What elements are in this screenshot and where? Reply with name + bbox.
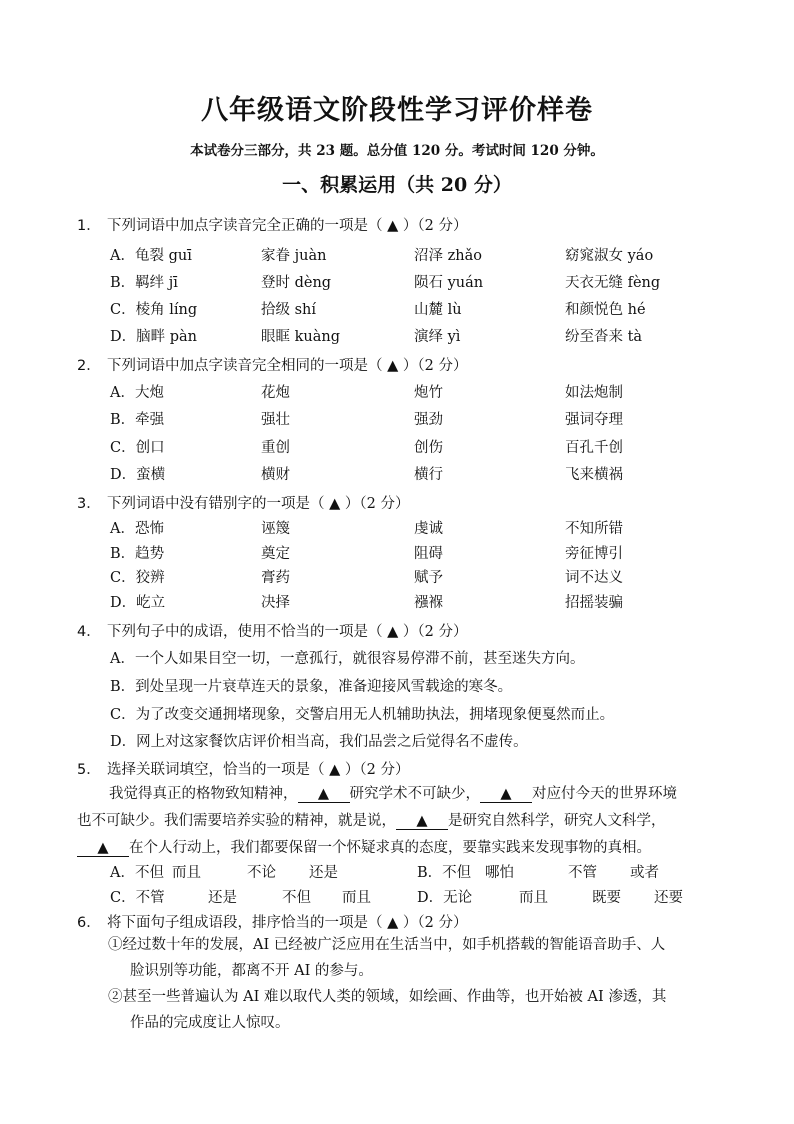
answer-blank: ▲ (396, 813, 448, 830)
q2-option-d-1: D．蛮横 (110, 467, 166, 483)
q4-option-a: A．一个人如果目空一切，一意孤行，就很容易停滞不前，甚至迷失方向。 (110, 651, 585, 667)
section-heading: 一、积累运用（共 20 分） (282, 174, 512, 196)
q3-option-b-3: 阻碍 (414, 546, 443, 562)
q2-option-a-2: 花炮 (261, 385, 290, 401)
question-text: 选择关联词填空，恰当的一项是（ ▲ ）（2 分） (107, 762, 410, 778)
q2-option-c-1: C．创口 (110, 440, 165, 456)
q3-option-d-4: 招摇装骗 (565, 595, 623, 611)
q1-option-b-4: 天衣无缝 fèng (565, 275, 661, 291)
q6-sentence-1: ①经过数十年的发展，AI 已经被广泛应用在生活当中，如手机搭载的智能语音助手、人 脸识别等功能，都离不开 AI 的参与。 (108, 937, 666, 979)
q3-option-d-1: D．屹立 (110, 595, 166, 611)
question-number: 3． (77, 496, 101, 512)
q4-option-d: D．网上对这家餐饮店评价相当高，我们品尝之后觉得名不虚传。 (110, 734, 528, 750)
q5-options-ab: A．不但 而且 不论 还是 B．不但 哪怕 不管 或者 (110, 865, 659, 881)
q3-option-c-1: C．狡辨 (110, 570, 165, 586)
q1-option-c-3: 山麓 lù (414, 302, 462, 318)
q2-option-c-4: 百孔千创 (565, 440, 623, 456)
question-text: 下列词语中没有错别字的一项是（ ▲ ）（2 分） (107, 496, 410, 512)
answer-blank: ▲ (298, 786, 350, 803)
q5-options-cd: C．不管 还是 不但 而且 D．无论 而且 既要 还要 (110, 890, 683, 906)
q1-option-c-4: 和颜悦色 hé (565, 302, 646, 318)
q2-option-d-3: 横行 (414, 467, 443, 483)
q3-option-d-3: 襁褓 (414, 595, 443, 611)
q1-option-a-4: 窈窕淑女 yáo (565, 248, 654, 264)
q2-option-c-3: 创伤 (414, 440, 443, 456)
q3-option-c-4: 词不达义 (565, 570, 623, 586)
exam-subtitle: 本试卷分三部分，共 23 题。总分值 120 分。考试时间 120 分钟。 (190, 143, 604, 159)
q1-option-b-2: 登时 dèng (261, 275, 332, 291)
q3-option-c-3: 赋予 (414, 570, 443, 586)
q4-option-c: C．为了改变交通拥堵现象，交警启用无人机辅助执法，拥堵现象便戛然而止。 (110, 707, 615, 723)
question-text: 下列词语中加点字读音完全正确的一项是（ ▲ ）（2 分） (107, 218, 468, 234)
q4-option-b: B．到处呈现一片衰草连天的景象，准备迎接风雪载途的寒冬。 (110, 679, 513, 695)
q2-option-d-2: 横财 (261, 467, 290, 483)
question-number: 2． (77, 358, 101, 374)
question-5-stem (77, 758, 409, 779)
q1-option-d-3: 演绎 yì (414, 329, 461, 345)
q1-option-d-4: 纷至沓来 tà (565, 329, 643, 345)
q5-passage-line: ▲ 在个人行动上，我们都要保留一个怀疑求真的态度，要靠实践来发现事物的真相。 (77, 835, 720, 862)
q6-sentence-2: ②甚至一些普遍认为 AI 难以取代人类的领域，如绘画、作曲等，也开始被 AI 渗透，其 作品的完成度让人惊叹。 (108, 989, 667, 1031)
q2-option-b-2: 强壮 (261, 412, 290, 428)
question-6-stem (77, 911, 467, 932)
q3-option-b-4: 旁征博引 (565, 546, 623, 562)
q2-option-b-4: 强词夺理 (565, 412, 623, 428)
q2-option-b-3: 强劲 (414, 412, 443, 428)
q2-option-a-3: 炮竹 (414, 385, 443, 401)
question-number: 4． (77, 624, 101, 640)
q2-option-a-4: 如法炮制 (565, 385, 623, 401)
question-text: 下列词语中加点字读音完全相同的一项是（ ▲ ）（2 分） (107, 358, 468, 374)
exam-title: 八年级语文阶段性学习评价样卷 (201, 95, 593, 126)
q1-option-c-2: 拾级 shí (261, 302, 317, 318)
question-number: 6． (77, 915, 101, 931)
q5-passage-line: 也不可缺少。我们需要培养实验的精神，就是说， ▲ 是研究自然科学，研究人文科学， (77, 813, 666, 829)
q2-option-a-1: A．大炮 (110, 385, 164, 401)
q1-option-d-1: D．脑畔 pàn (110, 329, 197, 345)
q2-option-c-2: 重创 (261, 440, 290, 456)
q1-option-a-3: 沼泽 zhǎo (414, 248, 482, 264)
question-text: 下列句子中的成语，使用不恰当的一项是（ ▲ ）（2 分） (107, 624, 468, 640)
q1-option-c-1: C．棱角 líng (110, 302, 198, 318)
q3-option-a-4: 不知所错 (565, 521, 623, 537)
q3-option-a-2: 诬篾 (261, 521, 290, 537)
q1-option-a-2: 家眷 juàn (261, 248, 327, 264)
question-4-stem (77, 620, 467, 641)
q5-passage (77, 781, 720, 862)
q1-option-d-2: 眼眶 kuàng (261, 329, 340, 345)
q3-option-d-2: 决择 (261, 595, 290, 611)
answer-blank: ▲ (480, 786, 532, 803)
question-3-stem (77, 492, 409, 513)
q2-option-d-4: 飞来横祸 (565, 467, 623, 483)
question-2-stem (77, 354, 467, 375)
question-number: 1． (77, 218, 101, 234)
q3-option-a-1: A．恐怖 (110, 521, 164, 537)
q1-option-b-1: B．羁绊 jī (110, 275, 178, 291)
q1-option-a-1: A．龟裂 guī (110, 248, 192, 264)
q5-passage-line: 我觉得真正的格物致知精神， ▲ 研究学术不可缺少， ▲ 对应付今天的世界环境 (109, 786, 677, 802)
q3-option-c-2: 膏药 (261, 570, 290, 586)
q1-option-b-3: 陨石 yuán (414, 275, 484, 291)
q3-option-b-1: B．趋势 (110, 546, 165, 562)
question-1-stem (77, 214, 467, 235)
q2-option-b-1: B．牵强 (110, 412, 165, 428)
answer-blank: ▲ (77, 840, 129, 857)
q3-option-a-3: 虔诚 (414, 521, 443, 537)
question-number: 5． (77, 762, 101, 778)
q3-option-b-2: 奠定 (261, 546, 290, 562)
question-text: 将下面句子组成语段，排序恰当的一项是（ ▲ ）（2 分） (107, 915, 468, 931)
